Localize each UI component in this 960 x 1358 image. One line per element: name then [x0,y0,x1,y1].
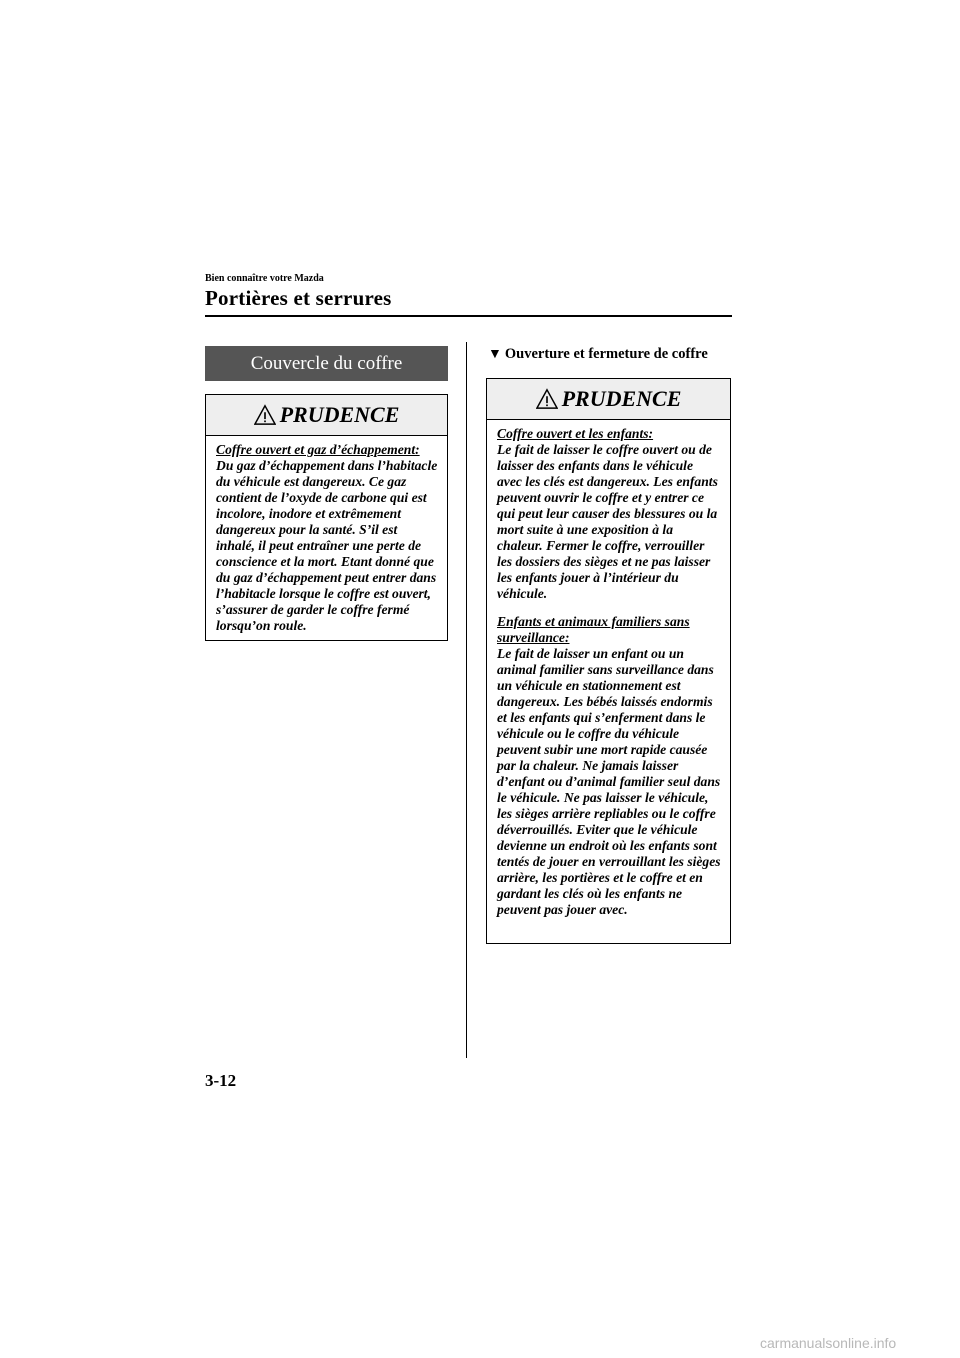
page-title: Portières et serrures [205,286,392,310]
caution-text-unattended: Le fait de laisser un enfant ou un animal familier sans surveillance dans un véhicule en stationnement est dangereux. Les bébés laissés endormis et les enfants qui s’enferment dans le véhicule ou le coffre du véhicule peuvent subir une mort rapide causée par la chaleur. Ne jamais laisser d’enfant ou d’animal familier seul dans le véhicule. Ne pas laisser le véhicule, les sièges arrière repliables ou le coffre déverrouillés. Eviter que le véhicule devienne un endroit où les enfants sont tentés de jouer en verrouillant les sièges arrière, les portières et le coffre et en gardant les clés où les enfants ne peuvent pas jouer avec. [497,646,721,917]
caution-body [206,436,447,642]
caution-box-left [205,394,448,641]
caution-box-right [486,378,731,944]
section-heading-text: Ouverture et fermeture de coffre [504,346,708,362]
header-rule [205,315,732,317]
caution-title: PRUDENCE [279,402,400,427]
triangle-marker-icon: ▼ [488,347,502,362]
paragraph-gap [497,602,721,614]
caution-text: Du gaz d’échappement dans l’habitacle du véhicule est dangereux. Ce gaz contient de l’oxyde de carbone qui est incolore, inodore et extrêmement dangereux pour la santé. S’il est inhalé, il peut entraîner une perte de conscience et la mort. Etant donné que du gaz d’échappement peut entrer dans l’habitacle lorsque le coffre est ouvert, s’assurer de garder le coffre fermé lorsqu’on roule. [216,458,438,633]
caution-header [487,379,730,420]
caution-subheading-children: Coffre ouvert et les enfants: [497,426,654,441]
caution-subheading-unattended: Enfants et animaux familiers sans surveillance: [497,614,690,645]
page-number: 3-12 [205,1071,237,1090]
caution-subheading: Coffre ouvert et gaz d’échappement: [216,442,420,457]
caution-header [206,395,447,436]
caution-title: PRUDENCE [561,386,682,411]
warning-triangle-icon [536,388,558,410]
caution-text-children: Le fait de laisser le coffre ouvert ou de laisser des enfants dans le véhicule avec les clés est dangereux. Les enfants peuvent ouvrir le coffre et y entrer ce qui peut leur causer des blessures ou la mort suite à une exposition à la chaleur. Fermer le coffre, verrouiller les dossiers des sièges et ne pas laisser les enfants jouer à l’intérieur du véhicule. [497,442,718,601]
chapter-label: Bien connaître votre Mazda [205,273,324,284]
watermark: carmanualsonline.info [760,1335,897,1351]
caution-body [487,420,730,926]
warning-triangle-icon [254,404,276,426]
column-divider [466,342,467,1058]
section-banner: Couvercle du coffre [205,346,448,381]
section-heading [488,346,708,363]
